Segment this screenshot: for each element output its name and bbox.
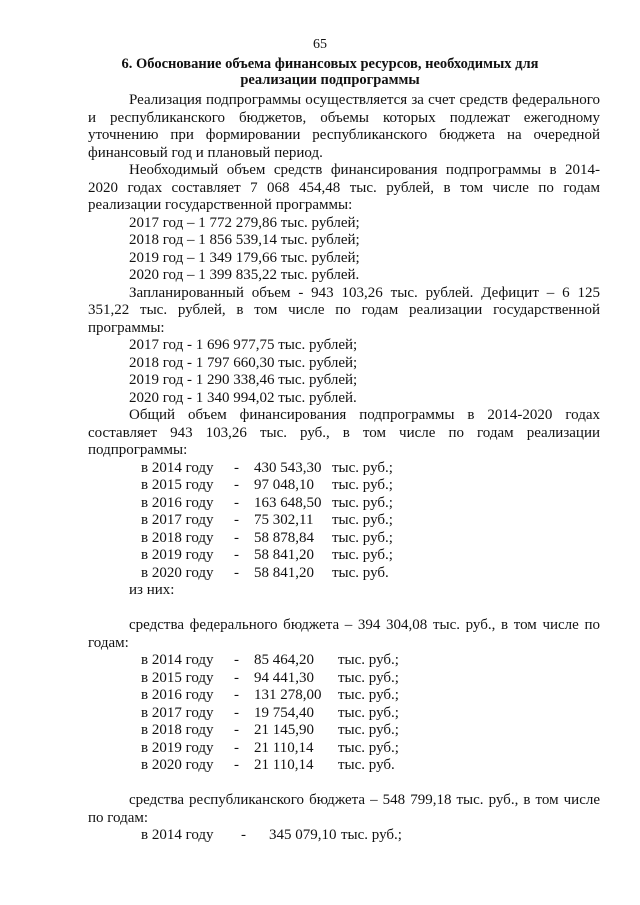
list-item: 2018 год - 1 797 660,30 тыс. рублей; [129, 354, 358, 371]
table-row: в 2017 году - 19 754,40 тыс. руб.; [141, 704, 399, 721]
table-row: в 2016 году - 131 278,00 тыс. руб.; [141, 687, 399, 703]
page-number: 65 [313, 37, 327, 52]
table-row: в 2014 году - 85 464,20 тыс. руб.; [141, 652, 399, 668]
spacer [88, 600, 600, 618]
table-row: в 2018 году - 21 145,90 тыс. руб.; [141, 722, 399, 738]
list-item: 2020 год - 1 340 994,02 тыс. рублей. [129, 389, 357, 406]
republican-by-year-table [88, 827, 600, 845]
list-item: 2017 год – 1 772 279,86 тыс. рублей; [129, 214, 360, 231]
section-title: 6. Обоснование объема финансовых ресурсов, необходимых для реализации подпрограммы [121, 56, 539, 88]
table-row: в 2014 году - 345 079,10 тыс. руб.; [141, 827, 402, 843]
federal-by-year-table [88, 652, 600, 775]
need-by-year-list [88, 215, 600, 285]
document-body [88, 92, 600, 845]
list-item: 2020 год – 1 399 835,22 тыс. рублей. [129, 267, 360, 283]
table-row: в 2017 году - 75 302,11 тыс. руб.; [141, 512, 393, 528]
of-which-label: из них: [129, 582, 175, 598]
table-row: в 2020 году - 21 110,14 тыс. руб. [141, 757, 395, 773]
paragraph-republican-budget: средства республиканского бюджета – 548 799,18 тыс. руб., в том числе по годам: [88, 792, 600, 826]
table-row: в 2020 году - 58 841,20 тыс. руб. [141, 564, 389, 581]
paragraph-planned-deficit: Запланированный объем - 943 103,26 тыс. рублей. Дефицит – 6 125 351,22 тыс. рублей, в том числе по годам реализации государственной программы: [88, 284, 600, 336]
table-row: в 2018 году - 58 878,84 тыс. руб.; [141, 529, 393, 546]
deficit-by-year-list [88, 337, 600, 407]
table-row: в 2014 году - 430 543,30 тыс. руб.; [141, 459, 393, 476]
table-row: в 2015 году - 97 048,10 тыс. руб.; [141, 477, 393, 493]
total-by-year-table [88, 460, 600, 583]
list-item: 2019 год - 1 290 338,46 тыс. рублей; [129, 372, 358, 388]
spacer [88, 775, 600, 793]
paragraph-total-volume: Общий объем финансирования подпрограммы в 2014-2020 годах составляет 943 103,26 тыс. руб., в том числе по годам реализации подпрограммы: [88, 407, 600, 458]
list-item: 2019 год – 1 349 179,66 тыс. рублей; [129, 249, 360, 266]
table-row: в 2015 году - 94 441,30 тыс. руб.; [141, 669, 399, 686]
paragraph-required-volume: Необходимый объем средств финансирования подпрограммы в 2014-2020 годах составляет 7 068 454,48 тыс. рублей, в том числе по годам реализации государственной программы: [88, 162, 600, 213]
table-row: в 2019 году - 21 110,14 тыс. руб.; [141, 739, 399, 756]
list-item: 2018 год – 1 856 539,14 тыс. рублей; [129, 232, 360, 248]
list-item: 2017 год - 1 696 977,75 тыс. рублей; [129, 337, 358, 353]
table-row: в 2016 году - 163 648,50 тыс. руб.; [141, 494, 393, 511]
table-row: в 2019 году - 58 841,20 тыс. руб.; [141, 547, 393, 563]
paragraph-federal-budget: средства федерального бюджета – 394 304,08 тыс. руб., в том числе по годам: [88, 617, 600, 651]
paragraph-implementation: Реализация подпрограммы осуществляется за счет средств федерального и республиканского бюджетов, объемы которых подлежат ежегодному уточнению при формировании республиканского бюджета на очередной финансовый год и плановый период. [88, 92, 600, 161]
